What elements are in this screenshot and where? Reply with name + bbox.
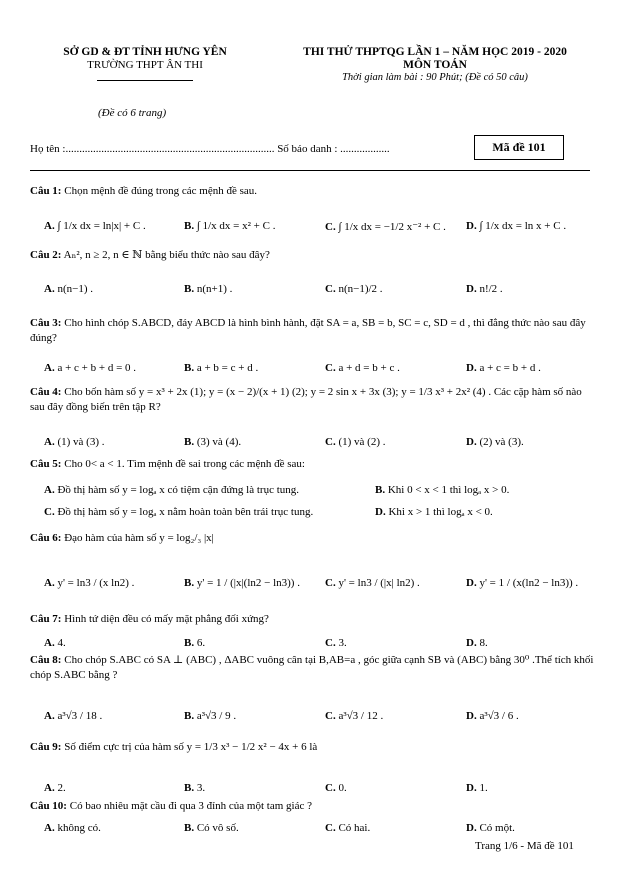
question-5: [30, 457, 595, 472]
option-text: 4.: [57, 637, 66, 649]
question-7: [30, 612, 595, 627]
option-text: ∫ 1/x dx = ln|x| + C .: [57, 220, 146, 232]
question-text: Cho 0< a < 1. Tìm mệnh đề sai trong các mệnh đề sau:: [61, 458, 305, 470]
question-label: Câu 9:: [30, 741, 62, 753]
option-text: ∫ 1/x dx = −1/2 x⁻² + C .: [338, 221, 446, 233]
option-text: ∫ 1/x dx = ln x + C .: [479, 220, 567, 232]
option-text: Đồ thị hàm số y = logₐ x nằm hoàn toàn bên trái trục tung.: [57, 506, 314, 518]
option-text: Khi 0 < x < 1 thì logₐ x > 0.: [387, 484, 510, 496]
question-2-option-c[interactable]: [325, 283, 383, 295]
question-8-option-b[interactable]: [184, 710, 236, 722]
department-name: SỞ GD & ĐT TỈNH HƯNG YÊN: [63, 46, 227, 58]
question-1-option-a[interactable]: [44, 220, 146, 232]
question-9-option-d[interactable]: [466, 782, 488, 794]
question-1-option-d[interactable]: [466, 220, 566, 232]
question-5-option-a[interactable]: [44, 484, 299, 496]
question-5-option-d[interactable]: [375, 506, 493, 518]
question-5-option-b[interactable]: [375, 484, 509, 496]
option-letter: D.: [466, 577, 480, 589]
option-letter: C.: [325, 822, 339, 834]
option-text: Có một.: [479, 822, 515, 834]
option-text: 8.: [479, 637, 488, 649]
question-label: Câu 8:: [30, 654, 62, 666]
question-8: [30, 653, 595, 683]
option-letter: A.: [44, 637, 58, 649]
question-text: Cho bốn hàm số y = x³ + 2x (1); y = (x − 2)/(x + 1) (2); y = 2 sin x + 3x (3); y = 1/3 x³ + 2x² (4) . Các cặp hàm số nào sau đây đồng biến trên tập R?: [30, 386, 582, 413]
header-underline: [97, 80, 193, 81]
question-4-option-d[interactable]: [466, 436, 524, 448]
question-7-option-b[interactable]: [184, 637, 205, 649]
option-letter: A.: [44, 577, 58, 589]
option-letter: A.: [44, 220, 58, 232]
question-text: Cho chóp S.ABC có SA ⊥ (ABC) , ΔABC vuông cân tại B,AB=a , góc giữa cạnh SB và (ABC) bằng 30⁰ .Thể tích khối chóp S.ABC bằng ?: [30, 654, 594, 681]
option-letter: C.: [325, 436, 339, 448]
option-text: 0.: [338, 782, 347, 794]
question-4: [30, 385, 595, 415]
option-text: n!/2 .: [479, 283, 503, 295]
question-8-option-a[interactable]: [44, 710, 102, 722]
option-text: y' = 1 / (x(ln2 − ln3)) .: [479, 577, 579, 589]
option-letter: A.: [44, 782, 58, 794]
question-2: [30, 248, 595, 263]
question-7-option-d[interactable]: [466, 637, 488, 649]
option-text: (3) và (4).: [196, 436, 242, 448]
option-text: 1.: [479, 782, 488, 794]
question-9-option-a[interactable]: [44, 782, 66, 794]
option-letter: B.: [184, 436, 197, 448]
option-letter: B.: [184, 220, 197, 232]
option-text: a³√3 / 18 .: [57, 710, 103, 722]
option-letter: B.: [184, 362, 197, 374]
option-text: a + c + b + d = 0 .: [57, 362, 137, 374]
question-text: Số điểm cực trị của hàm số y = 1/3 x³ − 1/2 x² − 4x + 6 là: [61, 741, 318, 753]
option-letter: B.: [184, 283, 197, 295]
question-2-option-b[interactable]: [184, 283, 232, 295]
question-7-option-c[interactable]: [325, 637, 347, 649]
option-text: 2.: [57, 782, 66, 794]
exam-code-box: Mã đề 101: [474, 135, 564, 160]
option-letter: C.: [325, 782, 339, 794]
option-text: (1) và (3) .: [57, 436, 105, 448]
option-text: n(n−1)/2 .: [338, 283, 383, 295]
question-8-option-d[interactable]: [466, 710, 519, 722]
question-label: Câu 6:: [30, 532, 62, 544]
question-6-option-a[interactable]: [44, 577, 134, 589]
school-name: TRƯỜNG THPT ÂN THI: [87, 59, 203, 71]
question-10-option-c[interactable]: [325, 822, 370, 834]
question-10: [30, 799, 595, 814]
option-letter: D.: [466, 220, 480, 232]
question-3: [30, 316, 595, 346]
option-text: Có hai.: [338, 822, 371, 834]
option-text: Đồ thị hàm số y = logₐ x có tiệm cận đứng là trục tung.: [57, 484, 300, 496]
option-letter: D.: [466, 362, 480, 374]
option-letter: B.: [184, 782, 197, 794]
option-letter: D.: [466, 822, 480, 834]
question-1-option-c[interactable]: [325, 220, 446, 233]
option-text: không có.: [57, 822, 101, 834]
subject-title: MÔN TOÁN: [403, 59, 467, 71]
question-label: Câu 7:: [30, 613, 62, 625]
question-10-option-b[interactable]: [184, 822, 239, 834]
question-text: Chọn mệnh đề đúng trong các mệnh đề sau.: [61, 185, 257, 197]
option-text: (1) và (2) .: [338, 436, 386, 448]
question-2-option-d[interactable]: [466, 283, 503, 295]
option-letter: D.: [466, 782, 480, 794]
header-divider: [30, 170, 590, 171]
option-letter: C.: [325, 710, 339, 722]
question-3-option-d[interactable]: [466, 362, 541, 374]
question-3-option-b[interactable]: [184, 362, 258, 374]
question-6-option-b[interactable]: [184, 577, 300, 589]
option-text: a³√3 / 12 .: [338, 710, 384, 722]
question-label: Câu 3:: [30, 317, 62, 329]
option-text: y' = ln3 / (|x| ln2) .: [338, 577, 420, 589]
header-left: [40, 46, 250, 81]
option-text: Khi x > 1 thì logₐ x < 0.: [388, 506, 493, 518]
question-label: Câu 10:: [30, 800, 67, 812]
option-letter: B.: [184, 822, 197, 834]
option-text: a + b = c + d .: [196, 362, 259, 374]
question-label: Câu 1:: [30, 185, 62, 197]
option-letter: C.: [325, 362, 339, 374]
question-text: Đạo hàm của hàm số y = log₂/₃ |x|: [61, 532, 214, 544]
question-4-option-c[interactable]: [325, 436, 386, 448]
pages-note: (Đề có 6 trang): [98, 107, 167, 119]
question-9-option-b[interactable]: [184, 782, 205, 794]
question-6: [30, 531, 595, 546]
option-text: a³√3 / 9 .: [196, 710, 237, 722]
question-text: Hình tứ diện đều có mấy mặt phẳng đối xứng?: [61, 613, 269, 625]
option-text: a + c = b + d .: [479, 362, 541, 374]
option-letter: A.: [44, 710, 58, 722]
question-2-option-a[interactable]: [44, 283, 93, 295]
question-3-option-c[interactable]: [325, 362, 400, 374]
question-9-option-c[interactable]: [325, 782, 347, 794]
option-letter: C.: [325, 221, 339, 233]
question-8-option-c[interactable]: [325, 710, 383, 722]
option-letter: C.: [325, 637, 339, 649]
option-letter: B.: [184, 577, 197, 589]
question-label: Câu 5:: [30, 458, 62, 470]
question-10-option-a[interactable]: [44, 822, 101, 834]
option-text: a³√3 / 6 .: [479, 710, 519, 722]
page-footer: Trang 1/6 - Mã đề 101: [475, 840, 574, 852]
question-3-option-a[interactable]: [44, 362, 136, 374]
option-letter: D.: [466, 637, 480, 649]
question-label: Câu 2:: [30, 249, 62, 261]
question-7-option-a[interactable]: [44, 637, 66, 649]
option-text: n(n+1) .: [196, 283, 233, 295]
option-text: y' = ln3 / (x ln2) .: [57, 577, 135, 589]
option-letter: A.: [44, 362, 58, 374]
option-letter: A.: [44, 436, 58, 448]
question-1-option-b[interactable]: [184, 220, 275, 232]
question-5-option-c[interactable]: [44, 506, 313, 518]
question-6-option-d[interactable]: [466, 577, 578, 589]
question-text: Có bao nhiêu mặt cầu đi qua 3 đỉnh của một tam giác ?: [66, 800, 312, 812]
question-1: [30, 184, 595, 199]
option-text: 3.: [338, 637, 347, 649]
option-text: n(n−1) .: [57, 283, 93, 295]
candidate-info-line: Họ tên :............................................................................ Số báo danh : ..................: [30, 143, 390, 155]
question-4-option-a[interactable]: [44, 436, 105, 448]
option-letter: C.: [325, 283, 339, 295]
option-letter: D.: [466, 710, 480, 722]
question-6-option-c[interactable]: [325, 577, 420, 589]
question-text: Aₙ², n ≥ 2, n ∈ ℕ bằng biểu thức nào sau đây?: [61, 249, 270, 261]
option-text: a + d = b + c .: [338, 362, 400, 374]
option-letter: A.: [44, 283, 58, 295]
option-letter: C.: [44, 506, 58, 518]
question-label: Câu 4:: [30, 386, 62, 398]
option-letter: D.: [375, 506, 389, 518]
time-note: Thời gian làm bài : 90 Phút; (Đề có 50 câu): [342, 72, 528, 83]
option-letter: B.: [184, 637, 197, 649]
option-text: 3.: [196, 782, 206, 794]
question-4-option-b[interactable]: [184, 436, 241, 448]
option-text: 6.: [196, 637, 206, 649]
option-letter: A.: [44, 822, 58, 834]
header-right: [270, 46, 600, 83]
question-text: Cho hình chóp S.ABCD, đáy ABCD là hình bình hành, đặt SA = a, SB = b, SC = c, SD = d , thì đẳng thức nào sau đây đúng?: [30, 317, 586, 344]
option-letter: A.: [44, 484, 58, 496]
option-letter: C.: [325, 577, 339, 589]
option-letter: D.: [466, 436, 480, 448]
option-text: (2) và (3).: [479, 436, 524, 448]
question-10-option-d[interactable]: [466, 822, 515, 834]
option-text: y' = 1 / (|x|(ln2 − ln3)) .: [196, 577, 300, 589]
exam-title: THI THỬ THPTQG LẦN 1 – NĂM HỌC 2019 - 2020: [303, 46, 567, 58]
option-text: Có vô số.: [196, 822, 239, 834]
option-letter: B.: [375, 484, 388, 496]
question-9: [30, 740, 595, 755]
option-letter: D.: [466, 283, 480, 295]
option-letter: B.: [184, 710, 197, 722]
option-text: ∫ 1/x dx = x² + C .: [196, 220, 276, 232]
